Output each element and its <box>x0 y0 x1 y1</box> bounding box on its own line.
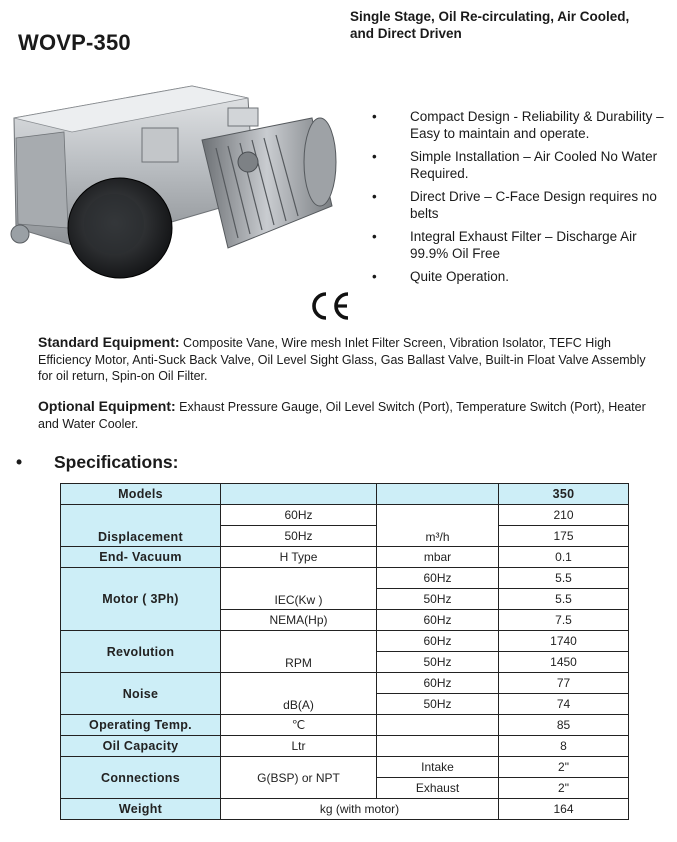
noise-freq: 50Hz <box>377 694 499 715</box>
motor-label: Motor ( 3Ph) <box>61 568 221 631</box>
motor-nema-unit: NEMA(Hp) <box>221 610 377 631</box>
specifications-table <box>60 483 629 820</box>
table-row <box>61 505 629 526</box>
noise-value: 77 <box>499 673 629 694</box>
end-vacuum-value: 0.1 <box>499 547 629 568</box>
noise-label: Noise <box>61 673 221 715</box>
bullet-icon: • <box>372 149 377 164</box>
displacement-label: Displacement <box>61 505 221 547</box>
header-blank-cell <box>377 484 499 505</box>
table-row <box>61 799 629 820</box>
revolution-label: Revolution <box>61 631 221 673</box>
connections-intake-label: Intake <box>377 757 499 778</box>
specifications-heading: • Specifications: <box>16 452 179 472</box>
weight-unit: kg (with motor) <box>221 799 499 820</box>
connections-label: Connections <box>61 757 221 799</box>
standard-equipment-label: Standard Equipment: <box>38 334 180 350</box>
motor-value: 5.5 <box>499 589 629 610</box>
operating-temp-value: 85 <box>499 715 629 736</box>
connections-intake-value: 2" <box>499 757 629 778</box>
motor-iec-unit: IEC(Kw ) <box>221 568 377 610</box>
table-row <box>61 568 629 589</box>
feature-item: • Quite Operation. <box>372 269 510 284</box>
operating-temp-unit: ℃ <box>221 715 377 736</box>
end-vacuum-type: H Type <box>221 547 377 568</box>
oil-capacity-label: Oil Capacity <box>61 736 221 757</box>
oil-capacity-unit: Ltr <box>221 736 377 757</box>
displacement-value: 175 <box>499 526 629 547</box>
noise-freq: 60Hz <box>377 673 499 694</box>
displacement-freq: 50Hz <box>221 526 377 547</box>
blank-cell <box>377 715 499 736</box>
revolution-freq: 60Hz <box>377 631 499 652</box>
table-row <box>61 631 629 652</box>
standard-equipment <box>38 334 648 385</box>
table-row <box>61 715 629 736</box>
ce-mark-icon <box>306 288 352 324</box>
table-row <box>61 484 629 505</box>
displacement-freq: 60Hz <box>221 505 377 526</box>
feature-item: • Direct Drive – C-Face Design requires no belts <box>372 189 657 221</box>
table-row <box>61 673 629 694</box>
motor-freq: 60Hz <box>377 568 499 589</box>
weight-value: 164 <box>499 799 629 820</box>
noise-unit: dB(A) <box>221 673 377 715</box>
connections-unit: G(BSP) or NPT <box>221 757 377 799</box>
bullet-icon: • <box>372 269 377 284</box>
displacement-value: 210 <box>499 505 629 526</box>
weight-label: Weight <box>61 799 221 820</box>
oil-capacity-value: 8 <box>499 736 629 757</box>
standard-equipment-text: Composite Vane, Wire mesh Inlet Filter Screen, Vibration Isolator, TEFC High Efficiency Motor, Anti-Suck Back Valve, Oil Level Sight Glass, Gas Ballast Valve, Built-in Float Valve Assembly for oil return, Spin-on Oil Filter. <box>38 336 646 383</box>
bullet-icon: • <box>372 189 377 204</box>
revolution-value: 1740 <box>499 631 629 652</box>
bullet-icon: • <box>372 109 377 124</box>
revolution-freq: 50Hz <box>377 652 499 673</box>
optional-equipment-text: Exhaust Pressure Gauge, Oil Level Switch (Port), Temperature Switch (Port), Heater and Water Cooler. <box>38 400 646 431</box>
bullet-icon: • <box>16 452 23 472</box>
table-row <box>61 757 629 778</box>
optional-equipment <box>38 398 648 432</box>
model-value: 350 <box>499 484 629 505</box>
table-row <box>61 736 629 757</box>
motor-freq: 60Hz <box>377 610 499 631</box>
revolution-value: 1450 <box>499 652 629 673</box>
table-row <box>61 547 629 568</box>
header-blank-cell <box>221 484 377 505</box>
models-label: Models <box>61 484 221 505</box>
displacement-unit: m³/h <box>377 505 499 547</box>
feature-list <box>372 108 672 291</box>
feature-item: • Compact Design - Reliability & Durability – Easy to maintain and operate. <box>372 109 664 141</box>
blank-cell <box>377 736 499 757</box>
motor-value: 7.5 <box>499 610 629 631</box>
connections-exhaust-label: Exhaust <box>377 778 499 799</box>
model-title: WOVP-350 <box>18 30 131 55</box>
motor-freq: 50Hz <box>377 589 499 610</box>
revolution-unit: RPM <box>221 631 377 673</box>
feature-item: • Simple Installation – Air Cooled No Water Required. <box>372 149 658 181</box>
end-vacuum-unit: mbar <box>377 547 499 568</box>
motor-value: 5.5 <box>499 568 629 589</box>
product-subtitle: Single Stage, Oil Re-circulating, Air Cooled, and Direct Driven <box>350 9 630 41</box>
vacuum-pump-image <box>2 78 342 290</box>
optional-equipment-label: Optional Equipment: <box>38 398 176 414</box>
feature-item: • Integral Exhaust Filter – Discharge Air 99.9% Oil Free <box>372 229 637 261</box>
operating-temp-label: Operating Temp. <box>61 715 221 736</box>
bullet-icon: • <box>372 229 377 244</box>
noise-value: 74 <box>499 694 629 715</box>
end-vacuum-label: End- Vacuum <box>61 547 221 568</box>
connections-exhaust-value: 2" <box>499 778 629 799</box>
